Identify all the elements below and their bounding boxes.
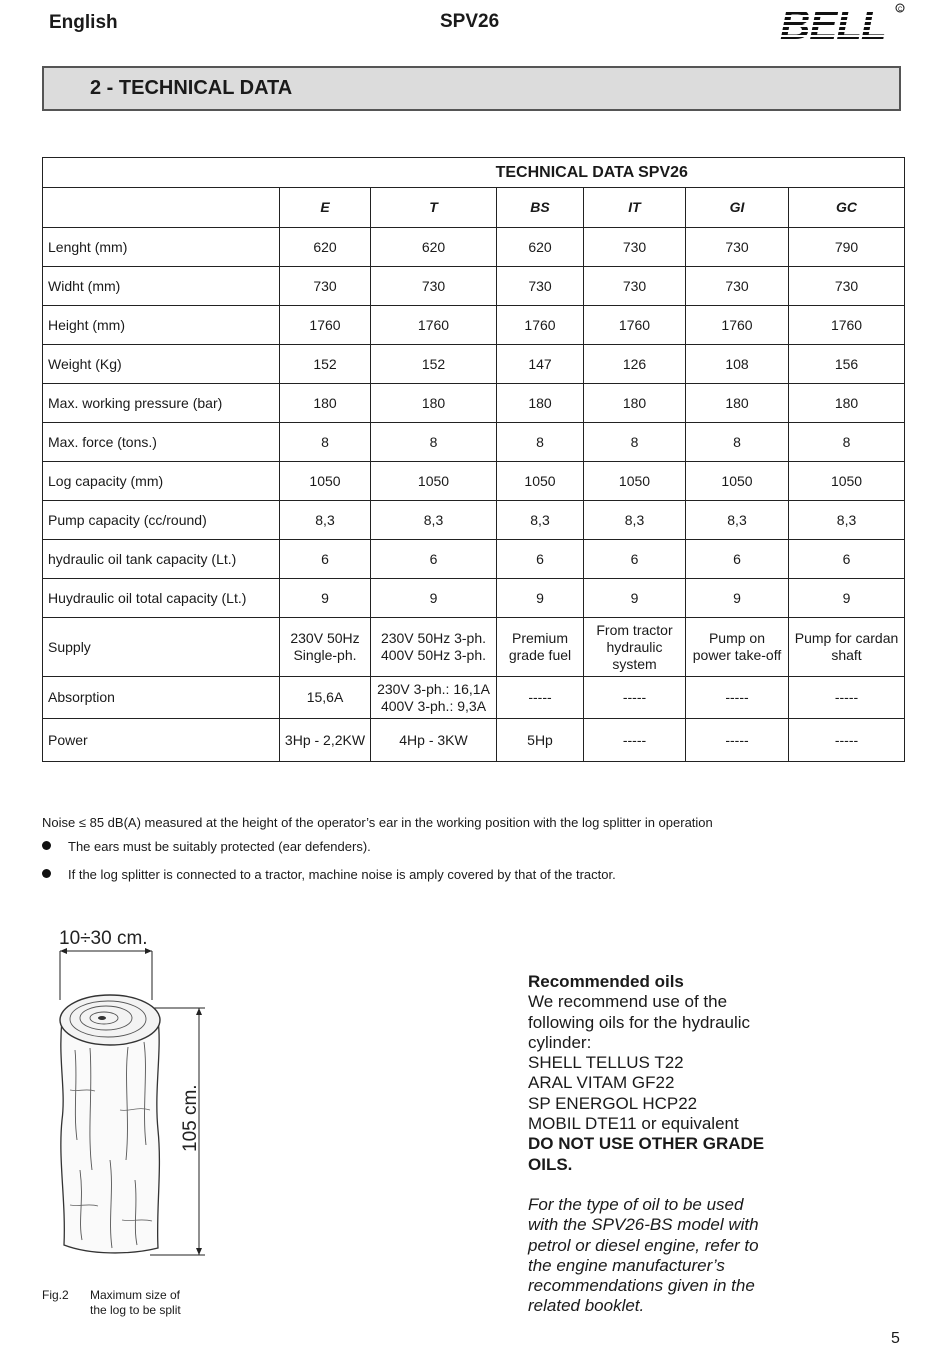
table-cell: 8 <box>371 423 497 462</box>
table-cell: 1050 <box>789 462 905 501</box>
bullet-icon <box>42 841 51 850</box>
logo-text: BELL <box>780 2 886 42</box>
table-cell: 620 <box>280 228 371 267</box>
table-cell: 1050 <box>686 462 789 501</box>
oils-intro-line: We recommend use of the <box>528 992 728 1012</box>
bullet-icon <box>42 869 51 878</box>
table-cell: 9 <box>371 579 497 618</box>
table-corner-cell <box>43 188 280 228</box>
table-cell: 790 <box>789 228 905 267</box>
table-cell: 6 <box>584 540 686 579</box>
table-row <box>43 228 905 267</box>
cell-line: 15,6A <box>306 689 344 705</box>
figure-caption <box>90 1288 200 1318</box>
recommended-oils-block <box>528 972 788 1317</box>
table-cell: 180 <box>584 384 686 423</box>
table-cell <box>280 677 371 719</box>
table-cell: 8,3 <box>497 501 584 540</box>
log-size-figure <box>40 920 230 1270</box>
row-label: Weight (Kg) <box>43 345 280 384</box>
oils-heading: Recommended oils <box>528 972 684 991</box>
table-cell: 9 <box>497 579 584 618</box>
svg-text:C: C <box>898 7 903 13</box>
row-label: Huydraulic oil total capacity (Lt.) <box>43 579 280 618</box>
table-cell: 9 <box>584 579 686 618</box>
table-cell: 1050 <box>497 462 584 501</box>
table-cell <box>497 618 584 677</box>
table-cell: 8 <box>497 423 584 462</box>
oils-note-line: the engine manufacturer’s <box>528 1255 725 1275</box>
cell-line: From tractor <box>596 621 673 638</box>
figure-caption-line: the log to be split <box>90 1303 181 1317</box>
table-cell: 6 <box>371 540 497 579</box>
table-cell: 8,3 <box>584 501 686 540</box>
table-row <box>43 267 905 306</box>
table-cell <box>584 677 686 719</box>
table-cell: ----- <box>584 719 686 762</box>
bullet-item <box>42 867 616 882</box>
table-cell: 156 <box>789 345 905 384</box>
table-cell <box>686 677 789 719</box>
table-cell: 8,3 <box>280 501 371 540</box>
column-header: IT <box>584 188 686 228</box>
column-header: BS <box>497 188 584 228</box>
row-label: Power <box>43 719 280 762</box>
row-label: Pump capacity (cc/round) <box>43 501 280 540</box>
table-cell <box>280 618 371 677</box>
table-cell <box>497 677 584 719</box>
table-cell <box>686 618 789 677</box>
header-language: English <box>49 12 118 33</box>
cell-line: 230V 50Hz <box>290 630 360 646</box>
technical-data-table <box>42 157 905 762</box>
table-row <box>43 423 905 462</box>
cell-line: 400V 50Hz 3-ph. <box>380 647 487 663</box>
table-cell: 1050 <box>371 462 497 501</box>
table-cell: 6 <box>280 540 371 579</box>
page-number: 5 <box>891 1330 900 1347</box>
table-row <box>43 345 905 384</box>
table-cell: 8,3 <box>371 501 497 540</box>
row-label: Log capacity (mm) <box>43 462 280 501</box>
table-cell: 1760 <box>584 306 686 345</box>
table-cell: 152 <box>371 345 497 384</box>
table-row <box>43 579 905 618</box>
row-label: Absorption <box>43 677 280 719</box>
table-cell: 5Hp <box>497 719 584 762</box>
cell-line: grade fuel <box>508 647 572 663</box>
table-cell: 9 <box>686 579 789 618</box>
table-cell <box>789 677 905 719</box>
table-cell <box>789 618 905 677</box>
table-cell: 1760 <box>789 306 905 345</box>
cell-line: hydraulic <box>606 638 663 655</box>
table-cell: 6 <box>497 540 584 579</box>
row-label: Supply <box>43 618 280 677</box>
oils-note-line: related booklet. <box>528 1296 645 1316</box>
table-cell: 1760 <box>371 306 497 345</box>
table-cell: ----- <box>686 719 789 762</box>
table-cell: 730 <box>280 267 371 306</box>
table-cell: 8 <box>280 423 371 462</box>
cell-line: system <box>612 655 657 672</box>
table-cell: 8 <box>584 423 686 462</box>
row-label: Height (mm) <box>43 306 280 345</box>
table-cell: 1760 <box>686 306 789 345</box>
table-cell: 730 <box>789 267 905 306</box>
bullet-text: If the log splitter is connected to a tractor, machine noise is amply covered by that of the tractor. <box>68 867 616 882</box>
table-cell: 1050 <box>280 462 371 501</box>
table-cell: 730 <box>686 267 789 306</box>
table-cell: ----- <box>789 719 905 762</box>
row-label: Lenght (mm) <box>43 228 280 267</box>
oil-item: ARAL VITAM GF22 <box>528 1073 675 1093</box>
oils-intro-line: following oils for the hydraulic <box>528 1012 751 1032</box>
table-cell: 108 <box>686 345 789 384</box>
oil-item: SP ENERGOL HCP22 <box>528 1093 698 1113</box>
header-model: SPV26 <box>440 11 500 32</box>
cell-line: ----- <box>834 689 859 705</box>
table-cell: 8 <box>789 423 905 462</box>
table-cell: 180 <box>686 384 789 423</box>
cell-line: ----- <box>725 689 749 705</box>
table-cell: 1050 <box>584 462 686 501</box>
table-cell: 730 <box>584 267 686 306</box>
table-cell: 4Hp - 3KW <box>371 719 497 762</box>
table-cell <box>371 677 497 719</box>
height-label: 105 cm. <box>180 1084 201 1152</box>
table-cell: 730 <box>371 267 497 306</box>
table-cell: 180 <box>497 384 584 423</box>
table-cell: 3Hp - 2,2KW <box>280 719 371 762</box>
table-cell <box>584 618 686 677</box>
oils-warning-line: DO NOT USE OTHER GRADE <box>528 1134 765 1154</box>
table-title: TECHNICAL DATA SPV26 <box>280 158 905 188</box>
oils-note-line: For the type of oil to be used <box>528 1194 744 1214</box>
bullet-item <box>42 839 371 854</box>
row-label: hydraulic oil tank capacity (Lt.) <box>43 540 280 579</box>
cell-line: shaft <box>831 647 862 663</box>
row-label: Widht (mm) <box>43 267 280 306</box>
cell-line: power take-off <box>692 647 782 663</box>
table-cell: 8 <box>686 423 789 462</box>
table-cell: 8,3 <box>789 501 905 540</box>
oils-note-line: recommendations given in the <box>528 1276 755 1296</box>
column-header: E <box>280 188 371 228</box>
table-row <box>43 719 905 762</box>
oils-warning-line: OILS. <box>528 1154 573 1174</box>
oils-intro-line: cylinder: <box>528 1032 592 1052</box>
section-title: 2 - TECHNICAL DATA <box>90 77 293 99</box>
oils-note-line: with the SPV26-BS model with <box>528 1215 759 1235</box>
cell-line: ----- <box>622 689 647 705</box>
cell-line: Single-ph. <box>293 647 357 663</box>
table-cell: 620 <box>371 228 497 267</box>
oil-item: MOBIL DTE11 or equivalent <box>528 1114 739 1134</box>
oil-item: SHELL TELLUS T22 <box>528 1053 684 1073</box>
table-cell: 730 <box>497 267 584 306</box>
table-row <box>43 618 905 677</box>
table-cell: 730 <box>584 228 686 267</box>
table-cell: 6 <box>789 540 905 579</box>
table-cell: 1760 <box>280 306 371 345</box>
table-cell: 6 <box>686 540 789 579</box>
table-row <box>43 306 905 345</box>
table-cell: 180 <box>789 384 905 423</box>
table-cell: 152 <box>280 345 371 384</box>
table-cell <box>371 618 497 677</box>
cell-line: 230V 50Hz 3-ph. <box>380 630 487 646</box>
table-cell: 1760 <box>497 306 584 345</box>
table-cell: 180 <box>280 384 371 423</box>
cell-line: Premium <box>511 630 568 646</box>
column-header: GC <box>789 188 905 228</box>
table-row <box>43 462 905 501</box>
cell-line: 230V 3-ph.: 16,1A <box>377 680 490 697</box>
table-cell: 8,3 <box>686 501 789 540</box>
cell-line: Pump for cardan <box>794 630 899 646</box>
noise-statement: Noise ≤ 85 dB(A) measured at the height of the operator’s ear in the working position with the log splitter in operation <box>42 815 713 830</box>
table-cell: 180 <box>371 384 497 423</box>
table-cell: 9 <box>280 579 371 618</box>
table-cell: 147 <box>497 345 584 384</box>
column-header: T <box>371 188 497 228</box>
cell-line: 400V 3-ph.: 9,3A <box>380 697 487 714</box>
row-label: Max. force (tons.) <box>43 423 280 462</box>
table-cell: 126 <box>584 345 686 384</box>
width-label: 10÷30 cm. <box>59 928 148 949</box>
bell-logo <box>778 2 908 47</box>
column-header: GI <box>686 188 789 228</box>
table-row <box>43 540 905 579</box>
bullet-text: The ears must be suitably protected (ear defenders). <box>68 839 371 854</box>
figure-number: Fig.2 <box>42 1288 69 1302</box>
table-cell: 730 <box>686 228 789 267</box>
table-cell: 9 <box>789 579 905 618</box>
table-row <box>43 501 905 540</box>
table-cell: 620 <box>497 228 584 267</box>
row-label: Max. working pressure (bar) <box>43 384 280 423</box>
oils-note-line: petrol or diesel engine, refer to <box>528 1235 759 1255</box>
cell-line: ----- <box>528 689 552 705</box>
table-row <box>43 384 905 423</box>
cell-line: Pump on <box>708 630 766 646</box>
figure-caption-line: Maximum size of <box>90 1288 181 1302</box>
table-row <box>43 677 905 719</box>
